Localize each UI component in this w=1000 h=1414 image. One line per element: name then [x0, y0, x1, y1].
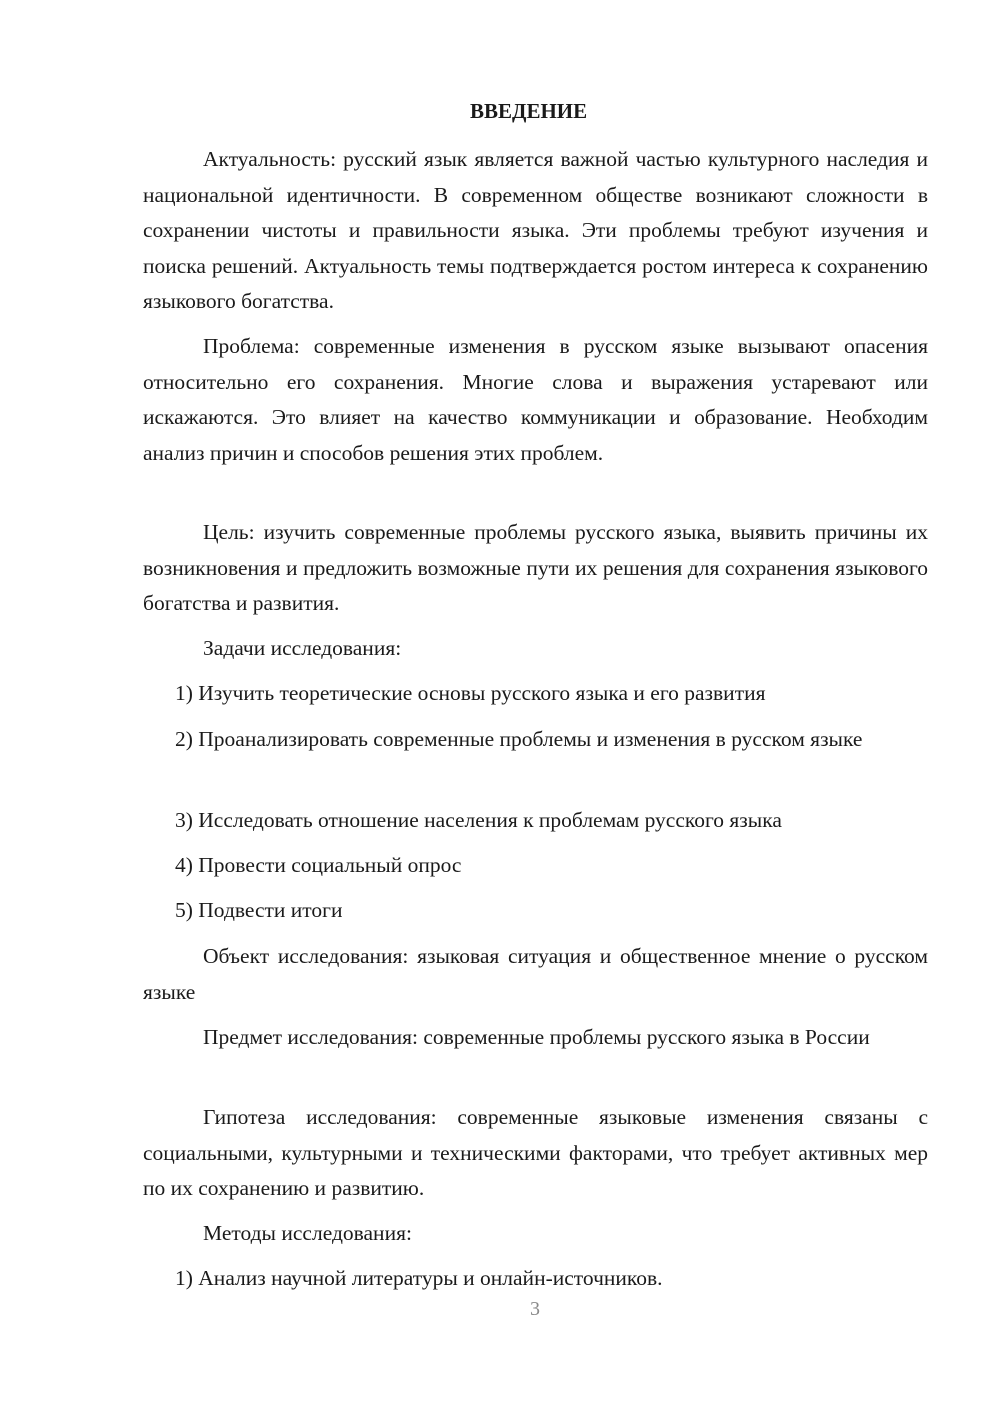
page-number: 3	[530, 1298, 540, 1320]
methods-heading: Методы исследования:	[203, 1221, 412, 1245]
task-item: 1) Изучить теоретические основы русского языка и его развития	[175, 681, 766, 705]
object-paragraph: Объект исследования: языковая ситуация и общественное мнение о русском языке	[143, 944, 928, 1004]
tasks-heading: Задачи исследования:	[203, 636, 402, 660]
page-title: ВВЕДЕНИЕ	[470, 99, 588, 123]
relevance-paragraph: Актуальность: русский язык является важной частью культурного наследия и национальной идентичности. В современном обществе возникают сложности в сохранении чистоты и правильности языка. Эти проблемы требуют изучения и поиска решений. Актуальность темы подтверждается ростом интереса к сохранению языкового богатства.	[143, 147, 928, 313]
method-item: 1) Анализ научной литературы и онлайн-источников.	[175, 1266, 663, 1290]
subject-paragraph: Предмет исследования: современные проблемы русского языка в России	[203, 1025, 870, 1049]
task-item: 3) Исследовать отношение населения к проблемам русского языка	[175, 808, 782, 832]
task-item: 2) Проанализировать современные проблемы и изменения в русском языке	[175, 727, 863, 751]
problem-paragraph: Проблема: современные изменения в русском языке вызывают опасения относительно его сохранения. Многие слова и выражения устаревают или искажаются. Это влияет на качество коммуникации и образование. Необходим анализ причин и способов решения этих проблем.	[143, 334, 928, 465]
goal-paragraph: Цель: изучить современные проблемы русского языка, выявить причины их возникновения и предложить возможные пути их решения для сохранения языкового богатства и развития.	[143, 520, 928, 615]
hypothesis-paragraph: Гипотеза исследования: современные языковые изменения связаны с социальными, культурными и техническими факторами, что требует активных мер по их сохранению и развитию.	[143, 1105, 928, 1200]
task-item: 5) Подвести итоги	[175, 898, 343, 922]
task-item: 4) Провести социальный опрос	[175, 853, 462, 877]
